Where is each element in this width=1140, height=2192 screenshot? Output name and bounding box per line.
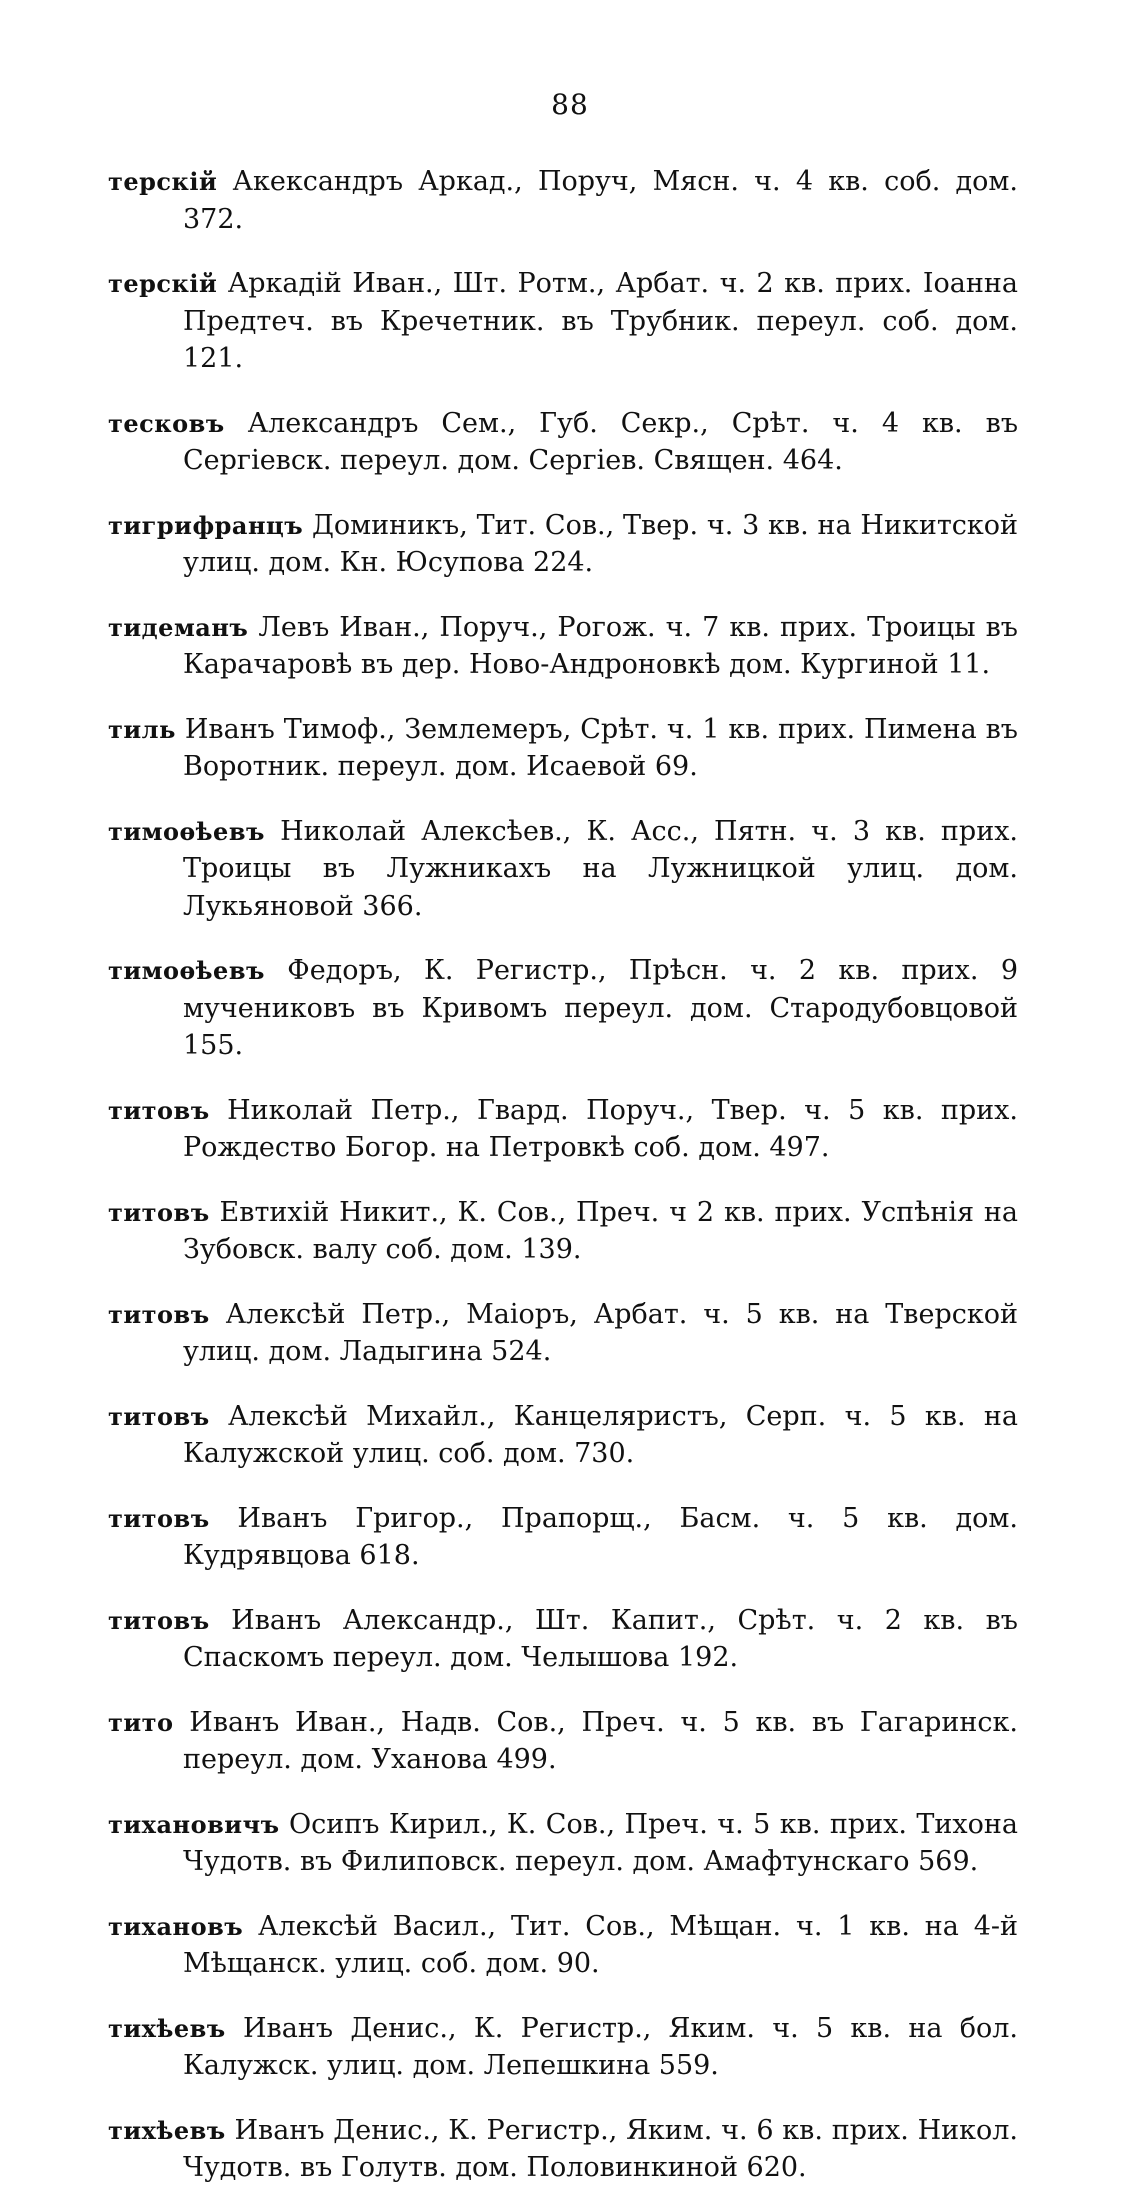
entry-surname: тигрифранцъ [108, 510, 304, 540]
entry-surname: титовъ [108, 1197, 210, 1227]
directory-entry [108, 1806, 1018, 1881]
entry-details: Доминикъ, Тит. Сов., Твер. ч. 3 кв. на Никитской улиц. дом. Кн. Юсупова 224. [183, 509, 1018, 578]
entry-surname: тиль [108, 714, 176, 744]
entry-details: Акександръ Аркад., Поруч, Мясн. ч. 4 кв. соб. дом. 372. [183, 166, 1018, 235]
entry-surname: титовъ [108, 1605, 210, 1635]
entry-details: Иванъ Григор., Прапорщ., Басм. ч. 5 кв. дом. Кудрявцова 618. [183, 1502, 1018, 1571]
entry-details: Левъ Иван., Поруч., Рогож. ч. 7 кв. прих. Троицы въ Карачаровѣ въ дер. Ново-Андроновкѣ дом. Кургиной 11. [183, 611, 1018, 680]
directory-entry [108, 1194, 1018, 1269]
directory-entry [108, 1092, 1018, 1167]
directory-entry [108, 1908, 1018, 1983]
directory-entry [108, 265, 1018, 378]
page-number: 88 [551, 88, 589, 121]
entry-details: Иванъ Денис., К. Регистр., Яким. ч. 6 кв. прих. Никол. Чудотв. въ Голутв. дом. Половинкиной 620. [183, 2114, 1018, 2183]
entry-details: Осипъ Кирил., К. Сов., Преч. ч. 5 кв. прих. Тихона Чудотв. въ Филиповск. переул. дом. Амафтунскаго 569. [183, 1808, 1018, 1877]
entry-details: Алексѣй Петр., Маіоръ, Арбат. ч. 5 кв. на Тверской улиц. дом. Ладыгина 524. [183, 1298, 1018, 1367]
entry-surname: тидеманъ [108, 612, 249, 642]
entry-surname: тесковъ [108, 408, 225, 438]
entry-details: Иванъ Тимоф., Землемеръ, Срѣт. ч. 1 кв. прих. Пимена въ Воротник. переул. дом. Исаевой 69. [183, 713, 1018, 782]
directory-entry [108, 2010, 1018, 2085]
directory-entry [108, 405, 1018, 480]
directory-entry [108, 1398, 1018, 1473]
directory-entries [108, 163, 1018, 2192]
entry-surname: тито [108, 1707, 174, 1737]
directory-entry [108, 1296, 1018, 1371]
entry-surname: терскій [108, 167, 218, 196]
directory-entry [108, 2112, 1018, 2187]
entry-surname: тимоѳѣевъ [108, 956, 265, 985]
entry-details: Иванъ Денис., К. Регистр., Яким. ч. 5 кв. на бол. Калужск. улиц. дом. Лепешкина 559. [183, 2012, 1018, 2081]
directory-entry [108, 163, 1018, 238]
entry-surname: титовъ [108, 1503, 210, 1533]
directory-entry [108, 711, 1018, 786]
entry-details: Иванъ Иван., Надв. Сов., Преч. ч. 5 кв. въ Гагаринск. переул. дом. Уханова 499. [183, 1706, 1018, 1775]
directory-entry [108, 1602, 1018, 1677]
entry-details: Иванъ Александр., Шт. Капит., Срѣт. ч. 2 кв. въ Спаскомъ переул. дом. Челышова 192. [183, 1604, 1018, 1673]
directory-entry [108, 1704, 1018, 1779]
entry-surname: титовъ [108, 1095, 210, 1125]
entry-details: Евтихій Никит., К. Сов., Преч. ч 2 кв. прих. Успѣнія на Зубовск. валу соб. дом. 139. [183, 1196, 1018, 1265]
entry-surname: терскій [108, 269, 218, 298]
entry-details: Николай Петр., Гвард. Поруч., Твер. ч. 5 кв. прих. Рождество Богор. на Петровкѣ соб. дом. 497. [183, 1094, 1018, 1163]
entry-surname: тихановичъ [108, 1809, 280, 1839]
entry-details: Алексѣй Васил., Тит. Сов., Мѣщан. ч. 1 кв. на 4-й Мѣщанск. улиц. соб. дом. 90. [183, 1910, 1018, 1979]
entry-surname: титовъ [108, 1401, 210, 1431]
entry-details: Николай Алексѣев., К. Асс., Пятн. ч. 3 кв. прих. Троицы въ Лужникахъ на Лужницкой улиц. дом. Лукьяновой 366. [183, 815, 1018, 922]
entry-surname: тимоѳѣевъ [108, 816, 265, 846]
entry-details: Аркадій Иван., Шт. Ротм., Арбат. ч. 2 кв. прих. Іоанна Предтеч. въ Кречетник. въ Трубник. переул. соб. дом. 121. [183, 268, 1018, 374]
entry-details: Александръ Сем., Губ. Секр., Срѣт. ч. 4 кв. въ Сергіевск. переул. дом. Сергіев. Священ. 464. [183, 407, 1018, 476]
directory-entry [108, 609, 1018, 684]
entry-surname: титовъ [108, 1299, 210, 1329]
entry-details: Алексѣй Михайл., Канцеляристъ, Серп. ч. 5 кв. на Калужской улиц. соб. дом. 730. [183, 1400, 1018, 1469]
entry-details: Федоръ, К. Регистр., Прѣсн. ч. 2 кв. прих. 9 мучениковъ въ Кривомъ переул. дом. Стародубовцовой 155. [183, 955, 1018, 1061]
directory-entry [108, 813, 1018, 926]
directory-entry [108, 952, 1018, 1065]
entry-surname: тихѣевъ [108, 2115, 226, 2145]
directory-entry [108, 1500, 1018, 1575]
entry-surname: тихановъ [108, 1911, 244, 1941]
directory-entry [108, 507, 1018, 582]
entry-surname: тихѣевъ [108, 2013, 226, 2043]
